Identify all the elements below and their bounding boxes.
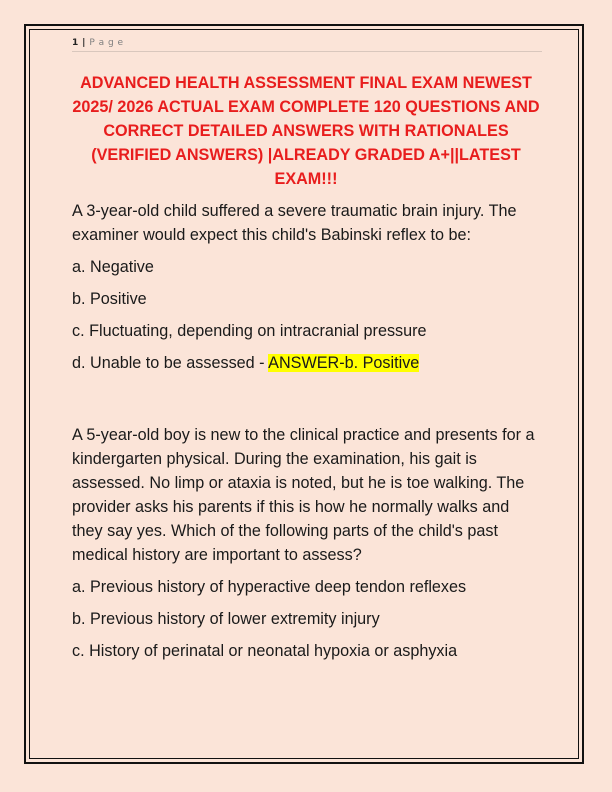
question-2-option-b: b. Previous history of lower extremity injury <box>72 610 380 628</box>
document-title: ADVANCED HEALTH ASSESSMENT FINAL EXAM NEWEST 2025/ 2026 ACTUAL EXAM COMPLETE 120 QUESTIONS AND CORRECT DETAILED ANSWERS WITH RATIONALES (VERIFIED ANSWERS) |ALREADY GRADED A+||LATEST EXAM!!! <box>72 74 540 188</box>
question-1-answer: ANSWER-b. Positive <box>268 354 420 372</box>
page-header <box>72 37 542 52</box>
page-number: 1 <box>72 38 79 48</box>
question-1-option-a: a. Negative <box>72 258 154 276</box>
question-spacer <box>72 383 542 423</box>
question-1-option-c: c. Fluctuating, depending on intracranial pressure <box>72 322 427 340</box>
page-label: P a g e <box>89 38 124 48</box>
question-2-option-a: a. Previous history of hyperactive deep tendon reflexes <box>72 578 467 596</box>
page-separator: | <box>82 38 86 48</box>
question-1-stem: A 3-year-old child suffered a severe traumatic brain injury. The examiner would expect this child's Babinski reflex to be: <box>72 202 517 244</box>
question-2-stem: A 5-year-old boy is new to the clinical practice and presents for a kindergarten physical. During the examination, his gait is assessed. No limp or ataxia is noted, but he is toe walking. The provider asks his parents if this is how he normally walks and they say yes. Which of the following parts of the child's past medical history are important to assess? <box>72 426 535 564</box>
document-body <box>72 199 542 671</box>
question-1-option-b: b. Positive <box>72 290 147 308</box>
question-1-option-d <box>72 351 542 375</box>
question-2-option-c: c. History of perinatal or neonatal hypoxia or asphyxia <box>72 642 458 660</box>
question-1-option-d-text: d. Unable to be assessed - <box>72 354 269 372</box>
